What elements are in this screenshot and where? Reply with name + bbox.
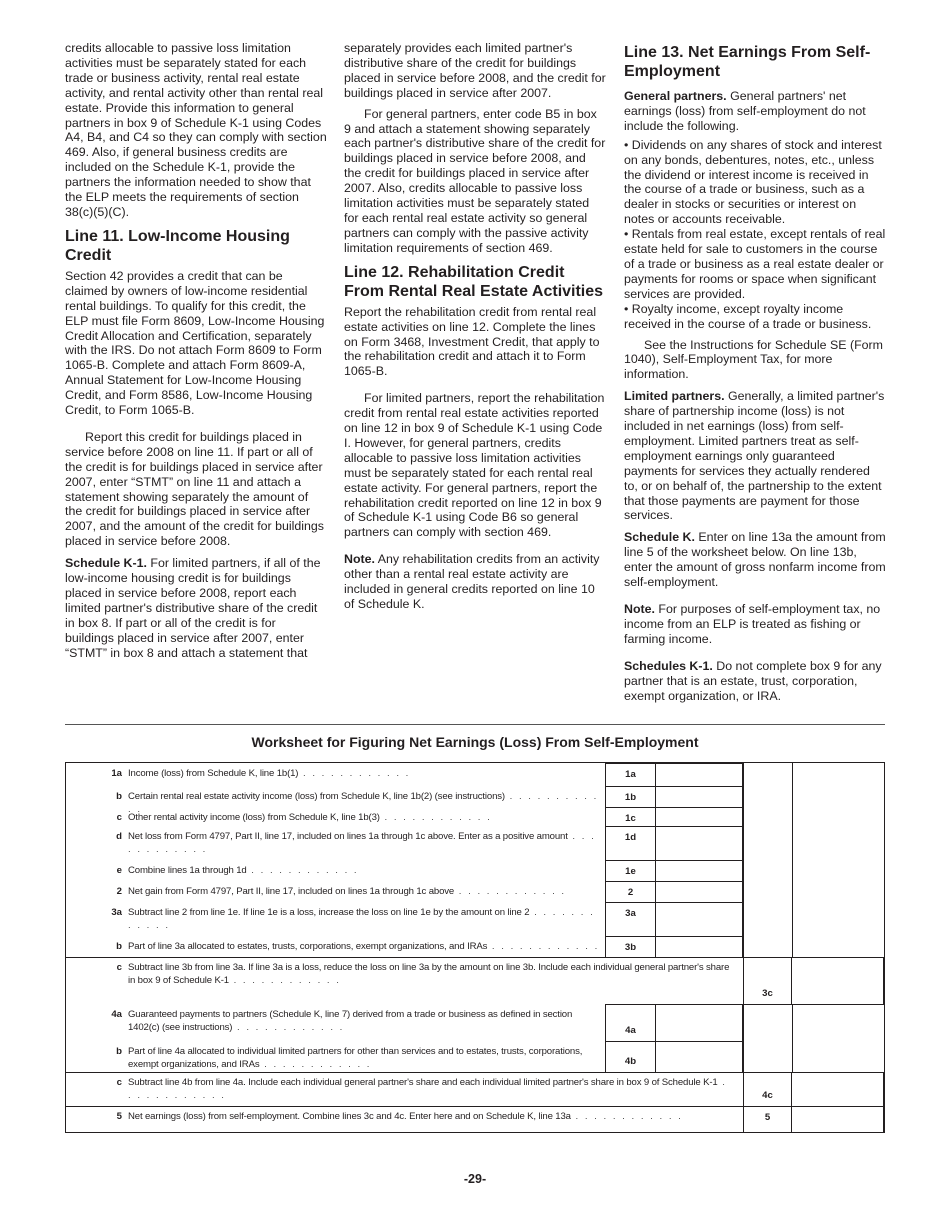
- line-text: Part of line 4a allocated to individual limited partners for other than services and to estates, trusts, corporations, exempt organizations, and IRAs: [128, 1046, 583, 1070]
- run-in-heading: Schedule K.: [624, 530, 695, 545]
- line-number: 4a: [111, 1009, 122, 1020]
- line-text: Subtract line 3b from line 3a. If line 3a is a loss, reduce the loss on line 3a by the amount on line 3b. Include each individual general partner's share in box 9 of Schedule K-1: [128, 962, 730, 986]
- line-label-box: 1b: [605, 786, 656, 807]
- paragraph: separately provides each limited partner's distributive share of the credit for buildings placed in service before 2008, and the credit for buildings placed in service after 2007.: [344, 41, 606, 100]
- amount-field[interactable]: [656, 1004, 743, 1041]
- grid-line: [743, 763, 744, 957]
- paragraph-text: For purposes of self-employment tax, no income from an ELP is treated as fishing or farming income.: [624, 602, 881, 646]
- leader-dots: . . . . . . . . . . . .: [128, 831, 596, 855]
- paragraph: [624, 530, 886, 590]
- paragraph: For general partners, enter code B5 in box 9 and attach a statement showing separately each partner's distributive share of the credit for buildings placed in service before 2008, and the credit for buildings placed in service after 2007. Also, credits allocable to passive loss limitation activities must be separately stated for each rental real estate activity so general partners can comply with the passive activity limitation requirements of section 469.: [344, 106, 606, 255]
- line-text: Income (loss) from Schedule K, line 1b(1): [128, 768, 299, 779]
- line-description: [128, 1110, 736, 1123]
- amount-field[interactable]: [792, 1072, 884, 1106]
- paragraph: Report the rehabilitation credit from rental real estate activities on line 12. Complete the lines on Form 3468, Investment Credit, that apply to the rehabilitation credit and attach it to Form 1065-B.: [344, 304, 600, 379]
- worksheet-row: [66, 786, 884, 815]
- line-text: Certain rental real estate activity income (loss) from Schedule K, line 1b(2) (see instructions): [128, 791, 505, 802]
- page-number: -29-: [463, 1172, 487, 1186]
- paragraph-text: General partners' net earnings (loss) from self-employment do not include the following.: [624, 89, 866, 133]
- paragraph-text: For limited partners, if all of the low-income housing credit is for buildings placed in service before 2008, report each limited partner's distributive share of the credit in box 8. If part or all of the credit is for buildings placed in service after 2007, enter “STMT” in box 8 and attach a statement that: [65, 556, 321, 660]
- line-text: Net gain from Form 4797, Part II, line 17, included on lines 1a through 1c above: [128, 886, 455, 897]
- line-number: b: [116, 941, 122, 952]
- worksheet-row: [66, 826, 884, 860]
- worksheet-row: [66, 807, 884, 826]
- grid-line: [743, 1004, 744, 1072]
- leader-dots: . . . . . . . . . . . .: [246, 865, 359, 876]
- line-text: Guaranteed payments to partners (Schedule K, line 7) derived from a trade or business as defined in section 1402(c) (see instructions): [128, 1009, 573, 1033]
- amount-field[interactable]: [656, 807, 743, 826]
- paragraph: Report this credit for buildings placed in service before 2008 on line 11. If part or all of the credit is for buildings placed in service after 2007, enter “STMT” on line 11 and attach a statement showing separately the amount of the credit for buildings placed in service after 2007, and the amount of the credit for buildings placed in service before 2008.: [65, 429, 324, 549]
- amount-field[interactable]: [792, 1106, 884, 1133]
- run-in-heading: Schedules K-1.: [624, 658, 713, 673]
- paragraph: See the Instructions for Schedule SE (Form 1040), Self-Employment Tax, for more information.: [624, 337, 883, 382]
- amount-field[interactable]: [656, 1041, 743, 1072]
- paragraph: [344, 552, 606, 612]
- divider: [65, 724, 885, 725]
- line-number: 3a: [111, 907, 122, 918]
- amount-field[interactable]: [656, 826, 743, 860]
- line-number: b: [116, 791, 122, 802]
- grid-line: [66, 1106, 884, 1107]
- leader-dots: . . . . . . . . . . . .: [298, 768, 411, 779]
- line-text: Combine lines 1a through 1d: [128, 865, 247, 876]
- line-description: [128, 1076, 736, 1102]
- paragraph: Section 42 provides a credit that can be claimed by owners of low-income residential rental buildings. To qualify for this credit, the ELP must file Form 8609, Low-Income Housing Credit Allocation and Certification, separately with the IRS. Do not attach Form 8609 to Form 1065-B. Complete and attach Form 8609-A, Annual Statement for Low-Income Housing Credit, and Form 8586, Low-Income Housing Credit, to Form 1065-B.: [65, 268, 325, 418]
- paragraph: credits allocable to passive loss limitation activities must be separately stated for each trade or business activity, rental real estate activity, and rental activity other than rental real estate. Provide this information to general partners in box 9 of Schedule K-1 using Codes A4, B4, and C4 so they can comply with section 469. Also, if general business credits are included on the Schedule K-1, provide the partners the information needed to show that the ELP meets the requirements of section 38(c)(5)(C).: [65, 41, 327, 219]
- grid-line: [792, 1004, 793, 1072]
- leader-dots: . . . . . . . . . . . .: [570, 1111, 683, 1122]
- worksheet-table: [65, 762, 885, 1133]
- line-description: [128, 961, 736, 987]
- worksheet-row: [66, 1072, 884, 1106]
- line-description: [128, 885, 600, 898]
- leader-dots: . . . . . . . . . . . .: [128, 907, 595, 931]
- worksheet-row: [66, 957, 884, 1004]
- worksheet-row: [66, 936, 884, 957]
- paragraph: For limited partners, report the rehabilitation credit from rental real estate activities reported on line 12 in box 9 of Schedule K-1 using Code I. However, for general partners, credits allocable to passive loss limitation activities must be separately stated for each rental real estate activity. For general partners, report the rehabilitation credit reported on line 12 in box 9 of Schedule K-1 using Code B6 so general partners can comply with section 469.: [344, 391, 605, 540]
- line-label-box: 2: [605, 881, 656, 902]
- bullet-item: • Rentals from real estate, except rentals of real estate held for sale to customers in the course of a trade or business as a real estate dealer or payments for rooms or space when significant services are provided.: [624, 227, 886, 301]
- amount-field[interactable]: [656, 881, 743, 902]
- line-label-box: 1d: [605, 826, 656, 860]
- worksheet-row: [66, 1041, 884, 1072]
- leader-dots: . . . . . . . . . . . .: [232, 1022, 345, 1033]
- amount-field[interactable]: [792, 957, 884, 1004]
- grid-line: [743, 1004, 884, 1005]
- worksheet-row: [66, 1004, 884, 1041]
- paragraph: [65, 556, 327, 660]
- line-text: Subtract line 2 from line 1e. If line 1e is a loss, increase the loss on line 1e by the amount on line 2: [128, 907, 530, 918]
- amount-field[interactable]: [656, 902, 743, 936]
- line-description: [128, 1008, 600, 1034]
- line-description: [128, 830, 600, 856]
- line-text: Part of line 3a allocated to estates, trusts, corporations, exempt organizations, and IRAs: [128, 941, 488, 952]
- paragraph-text: Any rehabilitation credits from an activity other than a rental real estate activity are included in general credits reported on line 10 of Schedule K.: [344, 552, 600, 611]
- column-2: [344, 41, 606, 619]
- line-description: [128, 790, 600, 815]
- run-in-heading: General partners.: [624, 89, 727, 103]
- paragraph-text: Do not complete box 9 for any partner that is an estate, trust, corporation, exempt organization, or IRA.: [624, 658, 882, 703]
- line-label-box: 4b: [605, 1041, 656, 1072]
- leader-dots: . . . . . . . . . . . .: [259, 1059, 372, 1070]
- line-number: 2: [116, 886, 122, 897]
- line-label-box: 4c: [743, 1072, 792, 1106]
- section-heading-line-13: Line 13. Net Earnings From Self-Employment: [624, 44, 871, 80]
- line-label-box: 3b: [605, 936, 656, 957]
- run-in-heading: Note.: [344, 552, 375, 567]
- bullet-item: • Royalty income, except royalty income received in the course of a trade or business.: [624, 301, 872, 331]
- worksheet-row: [66, 763, 884, 786]
- line-text: Subtract line 4b from line 4a. Include each individual general partner's share and each individual limited partner's share in box 9 of Schedule K-1: [128, 1077, 718, 1088]
- line-text: Net loss from Form 4797, Part II, line 17, included on lines 1a through 1c above. Enter as a positive amount: [128, 831, 568, 842]
- run-in-heading: Limited partners.: [624, 389, 725, 404]
- worksheet-row: [66, 881, 884, 902]
- leader-dots: . . . . . . . . . . . .: [487, 941, 600, 952]
- line-description: [128, 1045, 600, 1071]
- worksheet-row: [66, 1106, 884, 1133]
- leader-dots: . . . . . . . . . . . .: [379, 812, 492, 823]
- line-label-box: 3c: [743, 957, 792, 1004]
- line-label-box: 1c: [605, 807, 656, 826]
- leader-dots: . . . . . . . . . . . .: [128, 1077, 727, 1101]
- paragraph: [624, 659, 886, 704]
- line-description: [128, 811, 600, 824]
- amount-field[interactable]: [656, 860, 743, 881]
- paragraph: [624, 602, 886, 647]
- line-description: [128, 940, 600, 953]
- line-label-box: 1a: [605, 763, 656, 786]
- line-label-box: 3a: [605, 902, 656, 936]
- line-number: e: [116, 865, 122, 876]
- amount-field[interactable]: [656, 763, 743, 786]
- line-description: [128, 906, 600, 932]
- run-in-heading: Schedule K-1.: [65, 556, 147, 571]
- paragraph-text: Enter on line 13a the amount from line 5 of the worksheet below. On line 13b, enter the amount of gross nonfarm income from self-employment.: [624, 530, 886, 590]
- line-number: b: [116, 1046, 122, 1057]
- amount-field[interactable]: [656, 936, 743, 957]
- leader-dots: . . . . . . . . . . . .: [228, 975, 341, 986]
- line-description: [128, 767, 600, 780]
- grid-line: [792, 763, 793, 957]
- section-heading-line-11: Line 11. Low-Income Housing Credit: [65, 227, 290, 264]
- run-in-heading: Note.: [624, 602, 655, 616]
- column-3: [624, 43, 886, 710]
- worksheet-row: [66, 902, 884, 936]
- line-label-box: 4a: [605, 1004, 656, 1041]
- line-number: 5: [116, 1111, 122, 1122]
- line-label-box: 1e: [605, 860, 656, 881]
- bullet-item: • Dividends on any shares of stock and interest on any bonds, debentures, notes, etc., unless the dividend or interest income is received in the course of a trade or business, such as a dealer in stocks or securities or interest on notes or accounts receivable.: [624, 137, 882, 227]
- leader-dots: . . . . . . . . . . . .: [128, 791, 599, 815]
- paragraph-text: Generally, a limited partner's share of partnership income (loss) is not included in net earnings (loss) from self-employment. Limited partners treat as self-employment earnings only guaranteed payments for services they actually rendered to, or on behalf of, the partnership to the extent that those payments are payment for those services.: [624, 389, 885, 523]
- worksheet-row: [66, 860, 884, 881]
- line-label-box: 5: [743, 1106, 792, 1133]
- line-number: 1a: [111, 768, 122, 779]
- line-number: c: [116, 962, 122, 973]
- grid-line: [66, 957, 884, 958]
- section-heading-line-12: Line 12. Rehabilitation Credit From Rental Real Estate Activities: [344, 263, 604, 300]
- line-description: [128, 864, 600, 877]
- leader-dots: . . . . . . . . . . . .: [454, 886, 567, 897]
- amount-field[interactable]: [656, 786, 743, 807]
- paragraph: [624, 89, 886, 134]
- worksheet-title: Worksheet for Figuring Net Earnings (Loss) From Self-Employment: [251, 734, 699, 750]
- line-text: Net earnings (loss) from self-employment. Combine lines 3c and 4c. Enter here and on Schedule K, line 13a: [128, 1111, 571, 1122]
- grid-line: [605, 1041, 743, 1042]
- line-number: d: [116, 831, 122, 842]
- paragraph: [624, 389, 886, 523]
- line-text: Other rental activity income (loss) from Schedule K, line 1b(3): [128, 812, 380, 823]
- column-1: [65, 41, 327, 668]
- line-number: c: [116, 1077, 122, 1088]
- grid-line: [66, 1072, 884, 1073]
- line-number: c: [116, 812, 122, 823]
